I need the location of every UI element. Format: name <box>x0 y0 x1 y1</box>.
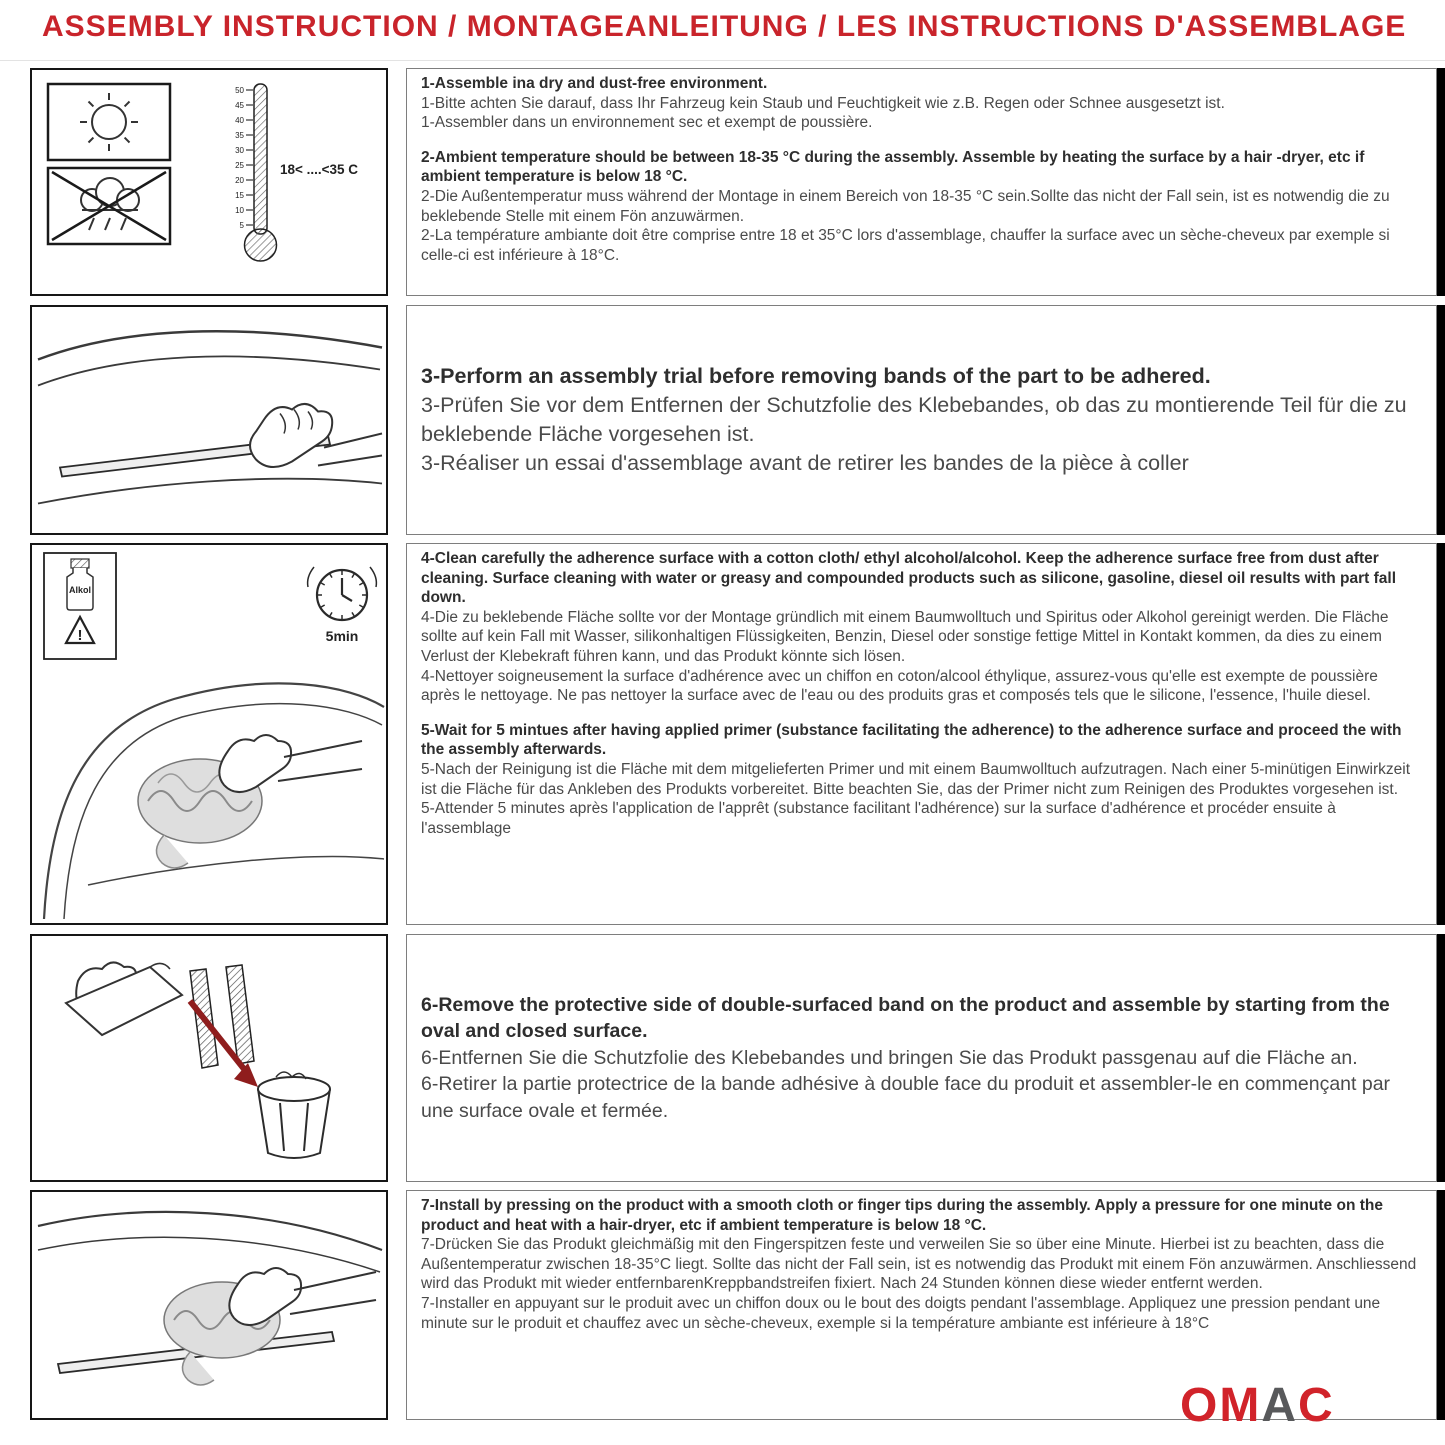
step2-text-fr: 2-La température ambiante doit être comprise entre 18 et 35°C lors d'assemblage, chauffer la surface avec un sèche-cheveux par exemple si celle-ci est inférieure à 18°C. <box>421 227 1390 264</box>
step4-text-de: 4-Die zu beklebende Fläche sollte vor der Montage gründlich mit einem Baumwolltuch und Spiritus oder Alkohol gereinigt werden. Die Fläche sollte auf kein Fall mit Wasser, silikonhaltigen Flüssigkeiten, Benzin, Diesel oder sonstige fettige Mittel in Kontakt kommen, da dies zu einem Verlust der Klebekraft führen kann, und das Produkt könnte sich lösen. <box>421 608 1389 665</box>
press-install-illustration <box>32 1192 386 1418</box>
step3-text-de: 3-Prüfen Sie vor dem Entfernen der Schutzfolie des Klebebandes, ob das zu montierende Teil für die zu beklebende Fläche vorgesehen ist. <box>421 393 1407 446</box>
step5-text-fr: 5-Attender 5 minutes après l'application de l'apprêt (substance facilitant l'adhérence) sur la surface d'adhérence et procéder ensuite à l'assemblage <box>421 800 1336 837</box>
step3-text-fr: 3-Réaliser un essai d'assemblage avant de retirer les bandes de la pièce à coller <box>421 451 1189 475</box>
step-text-6 <box>406 934 1437 1182</box>
warning-mark: ! <box>77 627 83 644</box>
thermometer-icon <box>235 84 276 261</box>
step5-text-de: 5-Nach der Reinigung ist die Fläche mit dem mitgelieferten Primer und mit einem Baumwolltuch aufzutragen. Nach einer 5-minütigen Einwirkzeit ist die Fläche für das Ankleben des Produkts vorbereitet. Bitte beachten Sie, das der Primer nicht zum Reinigen des Produktes vorgesehen ist. <box>421 760 1411 798</box>
step-text-1-2 <box>406 68 1437 296</box>
step7-text-fr: 7-Installer en appuyant sur le produit avec un chiffon doux ou le bout des doigts pendant l'assemblage. Appliquez une pression pendant une minute sur le produit et chauffez avec un sèche-cheveux, exemple si la température ambiante est inférieure à 18°C <box>421 1294 1381 1332</box>
scale-tick: 45 <box>235 101 244 110</box>
page-edge-mark <box>1437 934 1445 1182</box>
trial-fit-illustration <box>32 307 386 533</box>
figure-environment-temperature <box>30 68 388 296</box>
page-title: ASSEMBLY INSTRUCTION / MONTAGEANLEITUNG / LES INSTRUCTIONS D'ASSEMBLAGE <box>42 10 1407 43</box>
omac-logo <box>1180 1379 1335 1432</box>
figure-trial-fit <box>30 305 388 535</box>
environment-temperature-illustration <box>32 70 386 294</box>
figure-clean-primer <box>30 543 388 925</box>
step3-text-en: 3-Perform an assembly trial before removing bands of the part to be adhered. <box>421 364 1211 388</box>
scale-tick: 50 <box>235 86 244 95</box>
peel-band-illustration <box>32 936 386 1180</box>
clock-label: 5min <box>325 628 359 644</box>
scale-tick: 25 <box>235 161 244 170</box>
step7-text-en: 7-Install by pressing on the product with a smooth cloth or finger tips during the assembly. Apply a pressure for one minute on the product and heat with a hair-dryer, etc if ambient temperature is below 18 °C. <box>421 1197 1383 1234</box>
hand-icon <box>250 404 382 467</box>
scale-tick: 30 <box>235 146 244 155</box>
scale-tick: 35 <box>235 131 244 140</box>
step7-text-de: 7-Drücken Sie das Produkt gleichmäßig mit den Fingerspitzen feste und verweilen Sie so über eine Minute. Hierbei ist zu beachten, dass die Außentemperatur zwischen 18-35°C liegt. Sollte das nicht der Fall sein, ist es notwendig das Produkt mit einem Fön anzuwärmen. Anschliessend wird das Produkt mit wieder entfernbarenKreppbandstreifen fixiert. Nach 24 Stunden können diese wieder entfernt werden. <box>421 1236 1417 1293</box>
step1-text-en: 1-Assemble ina dry and dust-free environment. <box>421 75 768 92</box>
car-window-sketch <box>38 1212 382 1272</box>
step1-text-de: 1-Bitte achten Sie darauf, dass Ihr Fahrzeug kein Staub und Feuchtigkeit wie z.B. Regen oder Schnee ausgesetzt ist. <box>421 94 1225 112</box>
paragraph-gap <box>421 706 1420 721</box>
hand-icon <box>219 735 362 792</box>
page-edge-mark <box>1437 68 1445 296</box>
bottle-label: Alkol <box>68 585 92 595</box>
page-edge-mark <box>1437 305 1445 535</box>
trash-bin-icon <box>258 1072 330 1158</box>
scale-tick: 10 <box>235 206 244 215</box>
step6-text-fr: 6-Retirer la partie protectrice de la bande adhésive à double face du produit et assembler-le en commençant par une surface ovale et fermée. <box>421 1073 1391 1122</box>
scale-tick: 40 <box>235 116 244 125</box>
hand-icon <box>229 1268 376 1325</box>
step-text-3 <box>406 305 1437 535</box>
step6-text-de: 6-Entfernen Sie die Schutzfolie des Klebebandes und bringen Sie das Produkt passgenau auf die Fläche an. <box>421 1046 1358 1069</box>
scale-tick: 20 <box>235 176 244 185</box>
sun-icon <box>48 84 170 160</box>
logo-letter: M <box>1219 1379 1262 1432</box>
step1-text-fr: 1-Assembler dans un environnement sec et exempt de poussière. <box>421 114 873 132</box>
logo-letter: A <box>1261 1379 1298 1432</box>
step4-text-en: 4-Clean carefully the adherence surface with a cotton cloth/ ethyl alcohol/alcohol. Keep the adherence surface free from dust after cleaning. Surface cleaning with water or greasy and compounded products such as silicone, gasoline, diesel oil results with part fall down. <box>421 550 1397 607</box>
figure-press-install <box>30 1190 388 1420</box>
figure-remove-band <box>30 934 388 1182</box>
step2-text-en: 2-Ambient temperature should be between 18-35 °C during the assembly. Assemble by heating the surface by a hair -dryer, etc if ambient temperature is below 18 °C. <box>421 148 1365 186</box>
page-edge-mark <box>1437 1190 1445 1420</box>
no-rain-icon <box>48 168 170 244</box>
scale-tick: 5 <box>239 221 244 230</box>
page-edge-mark <box>1437 543 1445 925</box>
title-divider <box>0 60 1445 61</box>
step6-text-en: 6-Remove the protective side of double-surfaced band on the product and assemble by starting from the oval and closed surface. <box>421 993 1390 1043</box>
step2-text-de: 2-Die Außentemperatur muss während der Montage in einem Bereich von 18-35 °C sein.Sollte das nicht der Fall sein, ist es notwendig die zu beklebende Stelle mit einem Fön anzuwärmen. <box>421 187 1390 225</box>
logo-letter: O <box>1180 1379 1220 1432</box>
temperature-range-label: 18< ....<35 C <box>280 162 359 177</box>
alcohol-bottle-icon <box>44 553 116 659</box>
step5-text-en: 5-Wait for 5 mintues after having applied primer (substance facilitating the adherence) to the adherence surface and proceed the with the assembly afterwards. <box>421 721 1402 759</box>
logo-letter: C <box>1298 1379 1335 1432</box>
clock-icon <box>308 567 377 620</box>
clean-surface-illustration <box>32 545 386 923</box>
step4-text-fr: 4-Nettoyer soigneusement la surface d'adhérence avec un chiffon en coton/alcool éthylique, assurez-vous qu'elle est exempte de poussière après le nettoyage. Ne pas nettoyer la surface avec de l'eau ou des produits gras et composés tels que le silicone, l'essence, l'huile diesel. <box>421 667 1378 705</box>
step-text-4-5 <box>406 543 1437 925</box>
scale-tick: 15 <box>235 191 244 200</box>
paragraph-gap <box>421 133 1420 148</box>
